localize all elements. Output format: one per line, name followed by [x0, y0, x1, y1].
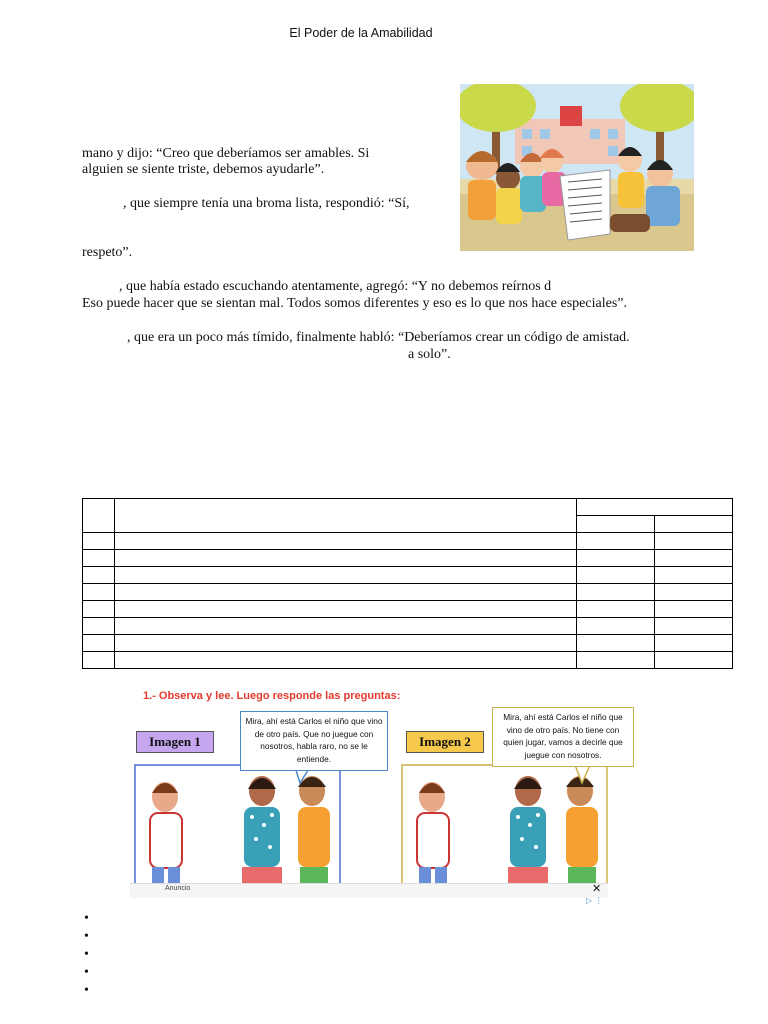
table-cell	[655, 550, 733, 567]
paragraph-4-line-1: , que era un poco más tímido, finalmente habló: “Deberíamos crear un código de amistad.	[127, 330, 630, 345]
table-cell	[655, 567, 733, 584]
table-cell	[114, 567, 576, 584]
table-cell	[114, 635, 576, 652]
table-header-row	[83, 499, 733, 516]
table-cell	[577, 584, 655, 601]
paragraph-2: , que siempre tenía una broma lista, respondió: “Sí,	[123, 196, 410, 211]
table-cell	[83, 533, 115, 550]
table-cell	[577, 601, 655, 618]
table-cell	[655, 635, 733, 652]
list-item: •	[84, 911, 89, 926]
list-item: •	[84, 947, 89, 962]
table-cell	[114, 601, 576, 618]
table-cell	[655, 652, 733, 669]
children-reading-illustration	[460, 84, 694, 251]
ad-choices-icon[interactable]: ▷ ⋮	[586, 896, 603, 905]
left-panel-children	[150, 776, 330, 885]
paragraph-4-line-2: a solo”.	[408, 347, 451, 362]
paragraph-2-end: respeto”.	[82, 245, 133, 260]
list-item: •	[84, 983, 89, 998]
table-cell	[577, 652, 655, 669]
table-cell	[83, 584, 115, 601]
table-cell	[655, 601, 733, 618]
list-item: •	[84, 965, 89, 980]
table-cell	[577, 516, 655, 533]
table-cell	[114, 533, 576, 550]
table-cell	[83, 499, 115, 533]
speech-bubble-1: Mira, ahí está Carlos el niño que vino de otro país. Que no juegue con nosotros, habla raro, no se le entiende.	[240, 711, 388, 771]
table-cell	[655, 533, 733, 550]
table-cell	[114, 584, 576, 601]
table-cell	[577, 499, 733, 516]
table-row	[83, 652, 733, 669]
paragraph-3-line-1: , que había estado escuchando atentamente, agregó: “Y no debemos reírnos d	[119, 279, 552, 294]
table-row	[83, 584, 733, 601]
table-cell	[83, 601, 115, 618]
table-cell	[577, 567, 655, 584]
table-cell	[577, 618, 655, 635]
paragraph-1-line-2: alguien se siente triste, debemos ayudarle”.	[82, 162, 325, 177]
table-cell	[114, 652, 576, 669]
table-cell	[83, 550, 115, 567]
table-cell	[114, 499, 576, 533]
imagen-1-label: Imagen 1	[136, 731, 214, 753]
table-cell	[114, 550, 576, 567]
table-cell	[83, 567, 115, 584]
right-panel-children	[417, 776, 598, 885]
table-cell	[83, 635, 115, 652]
table-row	[83, 618, 733, 635]
table-cell	[655, 618, 733, 635]
imagen-2-label: Imagen 2	[406, 731, 484, 753]
table-cell	[577, 550, 655, 567]
table-cell	[83, 618, 115, 635]
bullet-list	[84, 910, 89, 1000]
paragraph-3-line-2: Eso puede hacer que se sientan mal. Todos somos diferentes y eso es lo que nos hace especiales”.	[82, 296, 627, 311]
table-cell	[83, 652, 115, 669]
table-cell	[577, 533, 655, 550]
table-cell	[655, 584, 733, 601]
list-item: •	[84, 929, 89, 944]
table-cell	[577, 635, 655, 652]
document-title: El Poder de la Amabilidad	[289, 26, 433, 40]
ad-close-icon[interactable]: ✕	[592, 882, 602, 895]
worksheet-heading: 1.- Observa y lee. Luego responde las preguntas:	[143, 690, 401, 702]
table-row	[83, 567, 733, 584]
paragraph-1-line-1: mano y dijo: “Creo que deberíamos ser amables. Si	[82, 146, 370, 161]
table-cell	[655, 516, 733, 533]
empty-table	[82, 498, 733, 669]
table-row	[83, 601, 733, 618]
table-row	[83, 550, 733, 567]
table-cell	[114, 618, 576, 635]
table-row	[83, 533, 733, 550]
ad-banner[interactable]	[130, 883, 608, 898]
speech-bubble-2: Mira, ahí está Carlos el niño que vino de otro país. No tiene con quien jugar, vamos a decirle que juegue con nosotros.	[492, 707, 634, 767]
ad-label: Anuncio	[165, 885, 191, 892]
table-row	[83, 635, 733, 652]
